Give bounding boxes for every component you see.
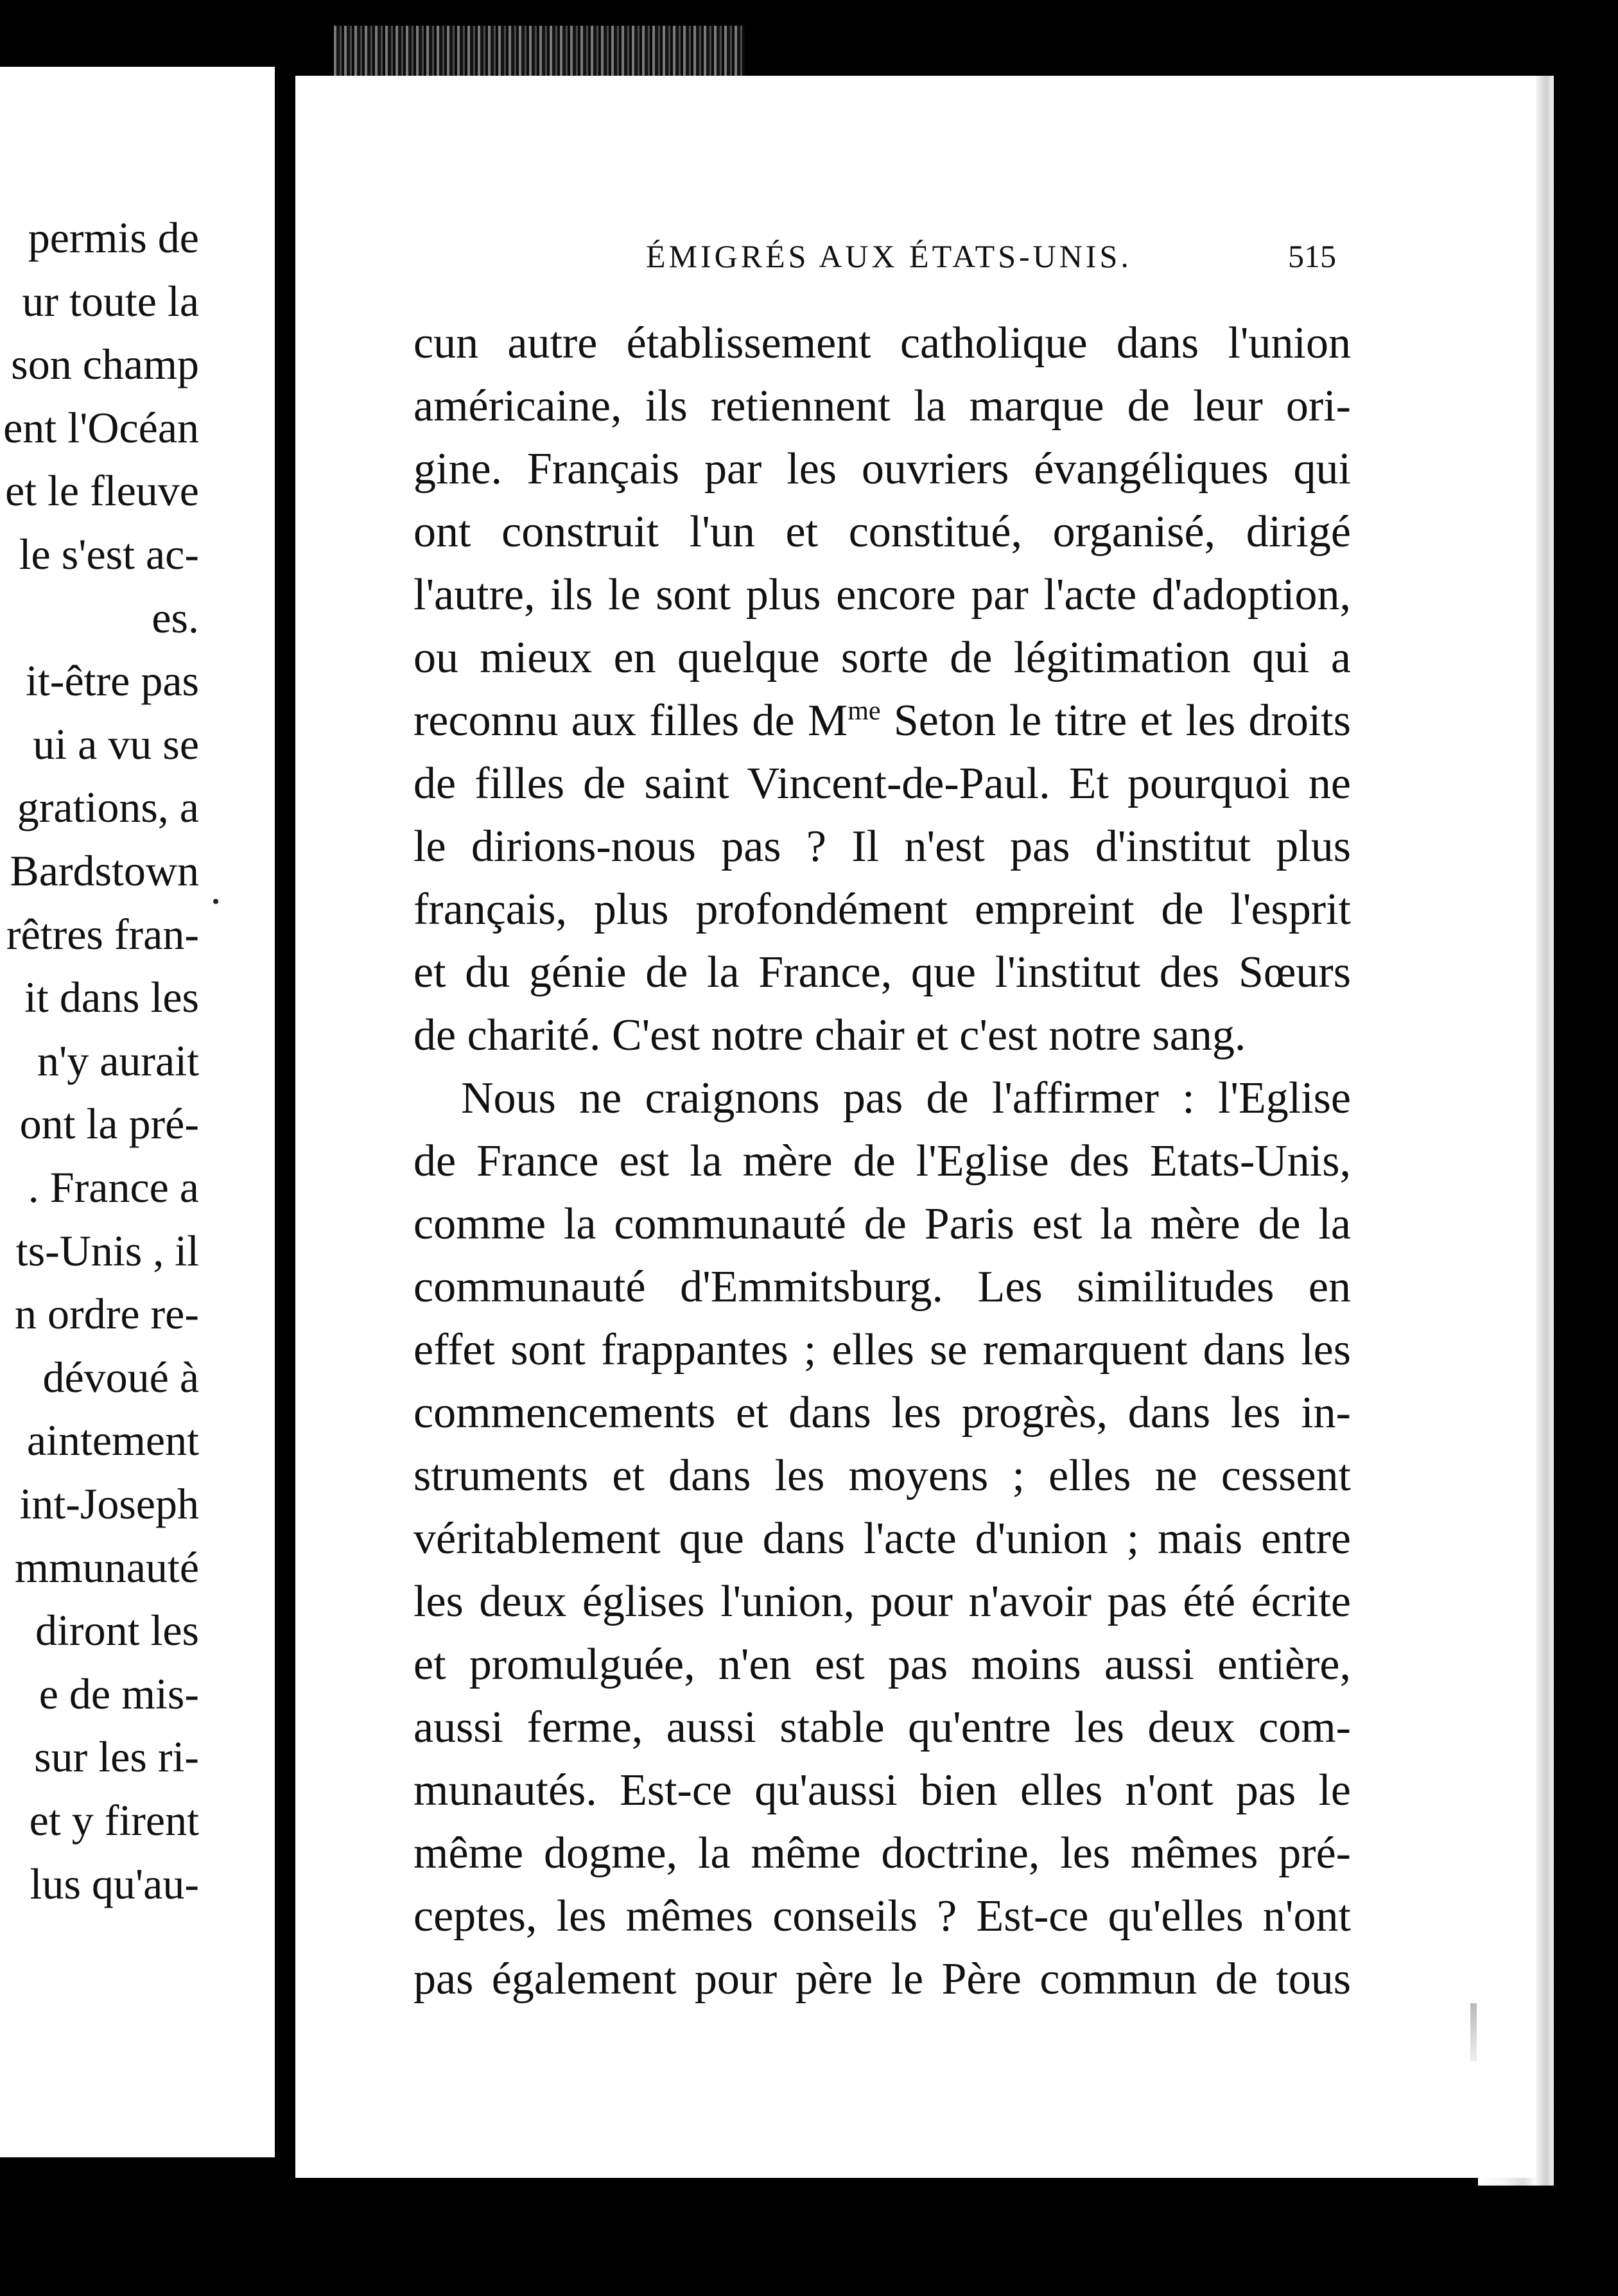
left-page-line: diront les [35,1606,199,1655]
left-page-line: aintement [26,1416,199,1465]
body-line: aussi ferme, aussi stable qu'entre les deux com- [413,1703,1351,1752]
left-page-line: ts-Unis , il [15,1226,199,1275]
body-line: comme la communauté de Paris est la mère de la [413,1199,1351,1249]
body-line: véritablement que dans l'acte d'union ; mais entre [413,1514,1351,1563]
left-page-line: et le fleuve [4,466,199,516]
left-page-line: Bardstown [10,846,199,895]
body-line: de charité. C'est notre chair et c'est notre sang. [413,1011,1246,1060]
body-line: de France est la mère de l'Eglise des Etats-Unis, [413,1136,1351,1186]
left-page-line: permis de [28,213,199,262]
book-gutter [275,67,295,2157]
page-number: 515 [1288,238,1336,274]
left-page-line: e de mis- [39,1669,199,1718]
left-page-line: es. [152,593,199,642]
left-page-line: it dans les [24,973,199,1022]
body-line: de filles de saint Vincent-de-Paul. Et pourquoi ne [413,759,1351,808]
running-head: ÉMIGRÉS AUX ÉTATS-UNIS. [646,238,1132,274]
body-line: Nous ne craignons pas de l'affirmer : l'Eglise [461,1074,1351,1123]
body-line: pas également pour père le Père commun de tous [413,1954,1351,2004]
body-line: ceptes, les mêmes conseils ? Est-ce qu'elles n'ont [413,1892,1351,1941]
left-page-line: ui a vu se [33,719,199,769]
superscript: me [848,696,881,726]
body-line: gine. Français par les ouvriers évangéliques qui [413,444,1351,494]
body-line-segment: reconnu aux filles de M [413,696,848,745]
left-page-line: sur les ri- [34,1732,199,1782]
left-page-line: mmunauté [14,1542,199,1592]
left-page-line: int-Joseph [19,1479,199,1528]
body-line-segment: Seton le titre et les droits [880,696,1351,745]
body-line: et du génie de la France, que l'institut des Sœurs [413,948,1351,997]
scan-artifact-strip [334,26,745,77]
body-line [413,690,1351,752]
stray-dot [213,899,218,904]
left-page-line: ent l'Océan [3,403,199,452]
left-page-line: rêtres fran- [6,909,199,959]
body-line: les deux églises l'union, pour n'avoir pas été écrite [413,1577,1351,1626]
right-page [295,76,1536,2178]
left-page-line: dévoué à [42,1352,199,1402]
body-line: et promulguée, n'en est pas moins aussi entière, [413,1640,1351,1689]
body-line: commencements et dans les progrès, dans les in- [413,1388,1351,1438]
body-line: ou mieux en quelque sorte de légitimation qui a [413,633,1351,683]
body-line: américaine, ils retiennent la marque de leur ori- [413,381,1351,431]
left-page-line: le s'est ac- [19,530,199,578]
body-line: l'autre, ils le sont plus encore par l'acte d'adoption, [413,570,1351,620]
body-text [413,312,1351,2011]
left-page [0,67,275,2157]
left-page-line: it-être pas [26,656,199,706]
left-page-line: et y firent [29,1796,199,1845]
body-line: français, plus profondément empreint de l'esprit [413,885,1351,934]
body-line: munautés. Est-ce qu'aussi bien elles n'ont pas le [413,1766,1351,1815]
body-line: struments et dans les moyens ; elles ne cessent [413,1451,1351,1500]
left-page-line: ur toute la [22,276,199,326]
body-line: cun autre établissement catholique dans l'union [413,318,1351,368]
left-page-line: grations, a [17,783,199,832]
left-page-line: lus qu'au- [30,1859,199,1908]
body-line: effet sont frappantes ; elles se remarquent dans les [413,1325,1351,1375]
page-header [295,238,1536,289]
body-line: le dirions-nous pas ? Il n'est pas d'institut plus [413,822,1351,871]
body-line: communauté d'Emmitsburg. Les similitudes en [413,1262,1351,1312]
left-page-line: . France a [28,1163,199,1212]
left-page-line: n'y aurait [37,1036,199,1085]
left-page-line: n ordre re- [15,1289,199,1339]
left-page-line: ont la pré- [19,1099,199,1149]
edge-smudge [1470,2003,1477,2061]
body-line: ont construit l'un et constitué, organisé, dirigé [413,507,1351,557]
left-page-line: son champ [11,340,199,389]
body-line: même dogme, la même doctrine, les mêmes pré- [413,1829,1351,1878]
